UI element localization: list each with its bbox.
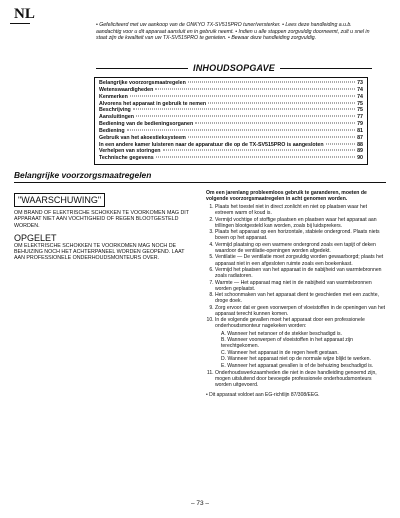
toc-entry-label: Belangrijke voorzorgsmaatregelen (99, 80, 186, 86)
service-case: A. Wanneer het netsnoer of de stekker beschadigd is. (221, 330, 342, 337)
service-case: B. Wanneer voorwerpen of vloeistoffen in het apparaat zijn terechtgekomen. (221, 337, 353, 350)
service-case: E. Wanneer het apparaat gevallen is of de behuizing beschadigd is. (221, 362, 374, 369)
toc-entry-page: 79 (357, 121, 363, 128)
precaution-item: 2. Vermijd vochtige of stoffige plaatsen en plaatsen waar het apparaat aan trillingen blootgesteld kan worden, zoals bij luidsprekers. (215, 217, 386, 229)
precautions-column (206, 190, 386, 398)
toc-leader (127, 129, 355, 130)
toc-leader (136, 116, 355, 117)
precaution-item: 6. Vermijd het plaatsen van het apparaat in de nabijheid van warmtebronnen zoals radiatoren. (215, 267, 386, 279)
intro-paragraph: • Gefeliciteerd met uw aankoop van de ONKYO TX-SV515PRO tuner/versterker. • Lees deze handleiding a.u.b. aandachtig voor u dit apparaat aansluit en in gebruik neemt. • Indien u alle stappen zorgvuldig doorneemt, zult u snel in staat zijn de kwaliteit van uw TX-SV515PRO te genieten. • Bewaar deze handleiding zorgvuldig. (96, 22, 370, 41)
toc-rule-right (280, 68, 372, 69)
toc-entry[interactable] (99, 101, 363, 108)
toc-entry[interactable] (99, 121, 363, 128)
toc-leader (130, 95, 355, 96)
toc-entry[interactable] (99, 128, 363, 135)
toc-rule-left (96, 68, 188, 69)
toc-entry-page: 75 (357, 100, 363, 107)
section-title: Belangrijke voorzorgsmaatregelen (14, 170, 152, 180)
precaution-item: 4. Vermijd plaatsing op een warmere ondergrond zoals een tapijt of deken waardoor de ventilatie-openingen worden afgedekt. (215, 242, 386, 254)
toc-entry-label: Technische gegevens (99, 155, 154, 162)
toc-entry-page: 88 (357, 141, 363, 148)
toc-entry-page: 74 (357, 86, 363, 93)
toc-entry[interactable] (99, 114, 363, 121)
toc-entry-page: 90 (357, 155, 363, 162)
toc-leader (188, 136, 355, 137)
toc-entry[interactable] (99, 155, 363, 162)
toc-entry-label: Kenmerken (99, 93, 128, 100)
warning-title: "WAARSCHUWING" (14, 193, 105, 207)
toc-entry[interactable] (99, 142, 363, 149)
toc-entry[interactable] (99, 87, 363, 94)
precaution-item: 11. Onderhoudswerkzaamheden die niet in deze handleiding genoemd zijn, mogen uitsluitend door bevoegde professionele onderhoudsmonteurs worden uitgevoerd. (215, 370, 386, 388)
toc-leader (195, 123, 355, 124)
warning-column (14, 190, 194, 262)
toc-entry[interactable] (99, 148, 363, 155)
precaution-item: 9. Zorg ervoor dat er geen voorwerpen of vloeistoffen in de openingen van het apparaat terecht kunnen komen. (215, 305, 386, 317)
toc-leader (188, 82, 355, 83)
toc-leader (133, 109, 355, 110)
table-of-contents (94, 77, 368, 165)
page-number: – 73 – (190, 500, 210, 507)
toc-entry-page: 77 (357, 114, 363, 121)
toc-entry-label: Bediening van de bedieningsorganen (99, 121, 194, 128)
toc-entry[interactable] (99, 107, 363, 114)
toc-leader (208, 102, 355, 103)
toc-leader (326, 143, 355, 144)
precautions-list (206, 204, 386, 388)
precaution-item (215, 317, 386, 368)
toc-leader (155, 88, 355, 89)
service-cases-list (215, 331, 386, 369)
toc-entry-label: Verhelpen van storingen (99, 148, 161, 155)
toc-leader (163, 150, 356, 151)
caution-title: OPGELET (14, 232, 57, 243)
toc-entry[interactable] (99, 135, 363, 142)
toc-entry-label: Beschrijving (99, 107, 131, 114)
service-case: C. Wanneer het apparaat in de regen heeft gestaan. (221, 349, 339, 356)
toc-entry[interactable] (99, 94, 363, 101)
toc-entry-label: Alvorens het apparaat in gebruik te nemen (99, 100, 207, 107)
toc-entry-page: 74 (357, 93, 363, 100)
compliance-note: • Dit apparaat voldoet aan EG-richtlijn 87/308/EEG. (206, 391, 320, 398)
toc-entry-label: In een andere kamer luisteren naar de apparatuur die op de TX-SV515PRO is aangesloten (99, 141, 324, 148)
toc-header (96, 63, 372, 73)
toc-entry-label: Gebruik van het akoestieksysteem (99, 134, 186, 141)
precaution-item: 7. Warmte — Het apparaat mag niet in de nabijheid van warmtebronnen worden geplaatst. (215, 280, 386, 292)
toc-entry-page: 73 (357, 80, 363, 86)
toc-entry[interactable] (99, 80, 363, 87)
precaution-item: 3. Plaats het apparaat op een horizontale, stabiele ondergrond. Plaats niets boven op het apparaat. (215, 229, 386, 241)
toc-entry-page: 81 (357, 127, 363, 134)
toc-entry-page: 87 (357, 134, 363, 141)
precaution-item: 1. Plaats het toestel niet in direct zonlicht en niet op plaatsen waar het extreem warm of koud is. (215, 204, 386, 216)
toc-entry-label: Wetenswaardigheden (99, 86, 154, 93)
toc-entry-page: 75 (357, 107, 363, 114)
warning-text: OM BRAND OF ELEKTRISCHE SCHOKKEN TE VOORKOMEN MAG DIT APPARAAT NIET AAN VOCHTIGHEID OF REGEN BLOOTGESTELD WORDEN. (14, 210, 189, 229)
precaution-item-text: In de volgende gevallen moet het apparaat door een professionele onderhoudsmonteur nagekeken worden: (215, 317, 365, 330)
toc-title: INHOUDSOPGAVE (193, 63, 275, 73)
precaution-item: 5. Ventilatie — De ventilatie moet zorgvuldig worden gewaarborgd; plaats het apparaat niet in een afgesloten ruimte zoals een boekenkast. (215, 254, 386, 266)
service-case: D. Wanneer het apparaat niet op de normale wijze blijkt te werken. (221, 356, 371, 363)
precautions-lead: Om een jarenlang probleemloos gebruik te garanderen, moeten de volgende voorzorgsmaatregelen in acht genomen worden. (206, 190, 367, 203)
toc-entry-page: 89 (357, 148, 363, 155)
toc-leader (156, 157, 355, 158)
toc-entry-label: Aansluitingen (99, 114, 135, 121)
language-marker: NL (14, 6, 35, 22)
section-rule (14, 182, 386, 183)
toc-entry-label: Bediening (99, 127, 125, 134)
precaution-item: 8. Het schoonmaken van het apparaat dient te geschieden met een zachte, droge doek. (215, 292, 386, 304)
caution-text: OM ELEKTRISCHE SCHOKKEN TE VOORKOMEN MAG NOCH DE BEHUIZING NOCH HET ACHTERPANEEL WORDEN GEOPEND. LAAT AAN PROFESSIONELE ONDERHOUDSMONTEURS OVER. (14, 242, 185, 262)
header-rule (10, 23, 30, 24)
